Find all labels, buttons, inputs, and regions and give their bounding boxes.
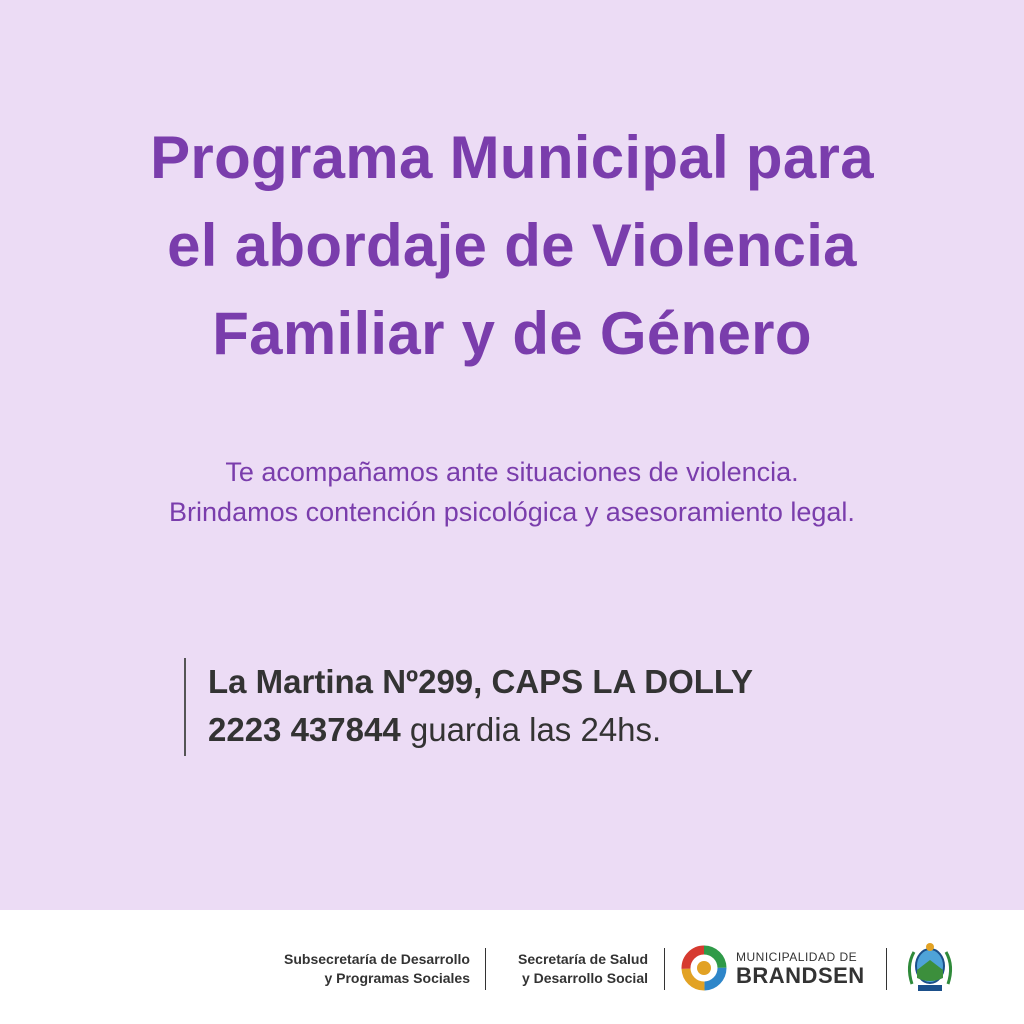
contact-block [184,658,753,756]
credit-line: Secretaría de Salud [518,951,648,967]
credit-line: Subsecretaría de Desarrollo [284,951,470,967]
municipality-name: BRANDSEN [736,963,865,988]
footer-divider [485,948,486,990]
title-line: Programa Municipal para [150,124,874,191]
phone-number: 2223 437844 [208,711,401,748]
title-line: Familiar y de Género [212,300,812,367]
credit-line: y Programas Sociales [324,970,470,986]
credit-subsecretaria [250,950,470,988]
subtitle [0,452,1024,532]
brandsen-coat-of-arms-icon [904,938,956,996]
phone-line [208,706,753,754]
municipality-prefix: MUNICIPALIDAD DE [736,950,858,964]
credit-secretaria [490,950,648,988]
footer-divider [886,948,887,990]
page-title [0,114,1024,378]
municipality-wordmark [736,950,865,988]
credit-line: y Desarrollo Social [521,970,648,986]
footer-divider [664,948,665,990]
subtitle-line: Brindamos contención psicológica y asesoramiento legal. [169,497,855,527]
address-text: La Martina Nº299, CAPS LA DOLLY [208,663,754,700]
title-line: el abordaje de Violencia [167,212,857,279]
phone-note: guardia las 24hs. [400,711,662,748]
subtitle-line: Te acompañamos ante situaciones de violencia. [225,457,799,487]
municipality-ring-logo-icon [680,944,728,992]
